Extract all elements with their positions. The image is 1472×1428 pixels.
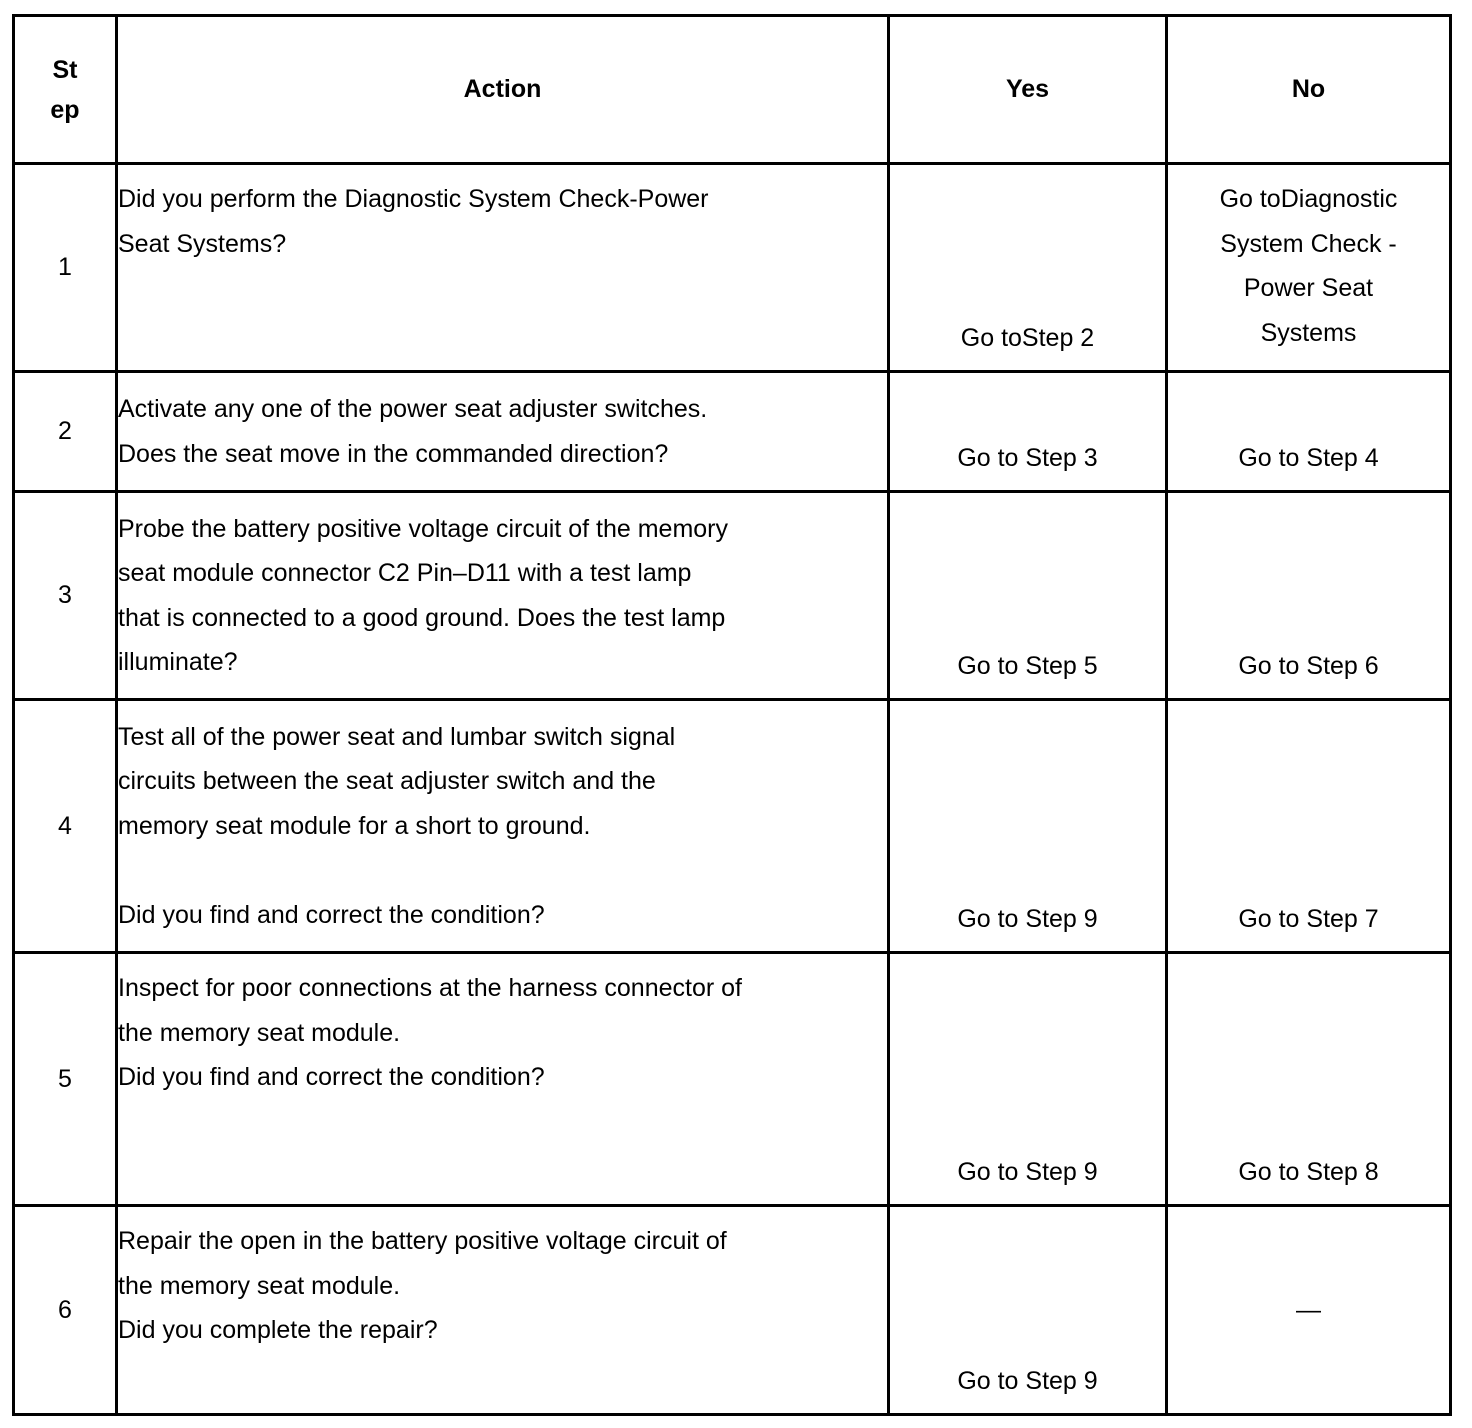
action-line: Did you perform the Diagnostic System Check-Power — [118, 185, 709, 213]
yes-cell: Go to Step 9 — [889, 953, 1167, 1206]
action-cell — [117, 164, 889, 372]
no-cell: Go to Step 6 — [1167, 492, 1451, 700]
action-line: Test all of the power seat and lumbar switch signal — [118, 722, 676, 751]
step-number: 3 — [14, 492, 117, 700]
no-line: System Check - — [1220, 229, 1397, 258]
table-row — [14, 372, 1451, 492]
action-line: the memory seat module. — [118, 1018, 401, 1047]
action-line: memory seat module for a short to ground. — [118, 811, 591, 840]
no-cell: Go to Step 8 — [1167, 953, 1451, 1206]
table-row — [14, 700, 1451, 953]
step-number: 6 — [14, 1206, 117, 1415]
table-row — [14, 953, 1451, 1206]
yes-cell: Go to Step 9 — [889, 1206, 1167, 1415]
yes-cell: Go to Step 9 — [889, 700, 1167, 953]
action-line: that is connected to a good ground. Does the test lamp — [118, 603, 726, 632]
table-row — [14, 164, 1451, 372]
no-cell: — — [1167, 1206, 1451, 1415]
no-line: Go toDiagnostic — [1219, 185, 1398, 213]
header-step-line1: St — [52, 55, 78, 84]
action-line: circuits between the seat adjuster switch and the — [118, 767, 656, 796]
step-number: 4 — [14, 700, 117, 953]
action-line: Did you complete the repair? — [118, 1316, 438, 1344]
no-cell: Go to Step 7 — [1167, 700, 1451, 953]
header-yes: Yes — [889, 16, 1167, 164]
action-line: seat module connector C2 Pin–D11 with a test lamp — [118, 559, 692, 587]
action-line: Inspect for poor connections at the harness connector of — [118, 974, 742, 1002]
step-number: 1 — [14, 164, 117, 372]
action-cell — [117, 492, 889, 700]
table-row — [14, 1206, 1451, 1415]
action-line: Did you find and correct the condition? — [118, 900, 545, 929]
no-line: Power Seat — [1243, 274, 1374, 302]
step-number: 2 — [14, 372, 117, 492]
action-line: Probe the battery positive voltage circuit of the memory — [118, 514, 729, 543]
no-cell: Go to Step 4 — [1167, 372, 1451, 492]
no-cell — [1167, 164, 1451, 372]
action-cell — [117, 1206, 889, 1415]
action-cell — [117, 372, 889, 492]
action-line: Seat Systems? — [118, 229, 287, 258]
action-cell — [117, 700, 889, 953]
yes-cell: Go to Step 5 — [889, 492, 1167, 700]
step-number: 5 — [14, 953, 117, 1206]
header-step-line2: ep — [50, 95, 80, 124]
diagnostic-table — [12, 14, 1452, 1416]
header-no: No — [1167, 16, 1451, 164]
action-line: illuminate? — [118, 648, 238, 676]
yes-cell: Go to Step 3 — [889, 372, 1167, 492]
no-line: Systems — [1260, 318, 1357, 347]
yes-cell: Go toStep 2 — [889, 164, 1167, 372]
action-line: Did you find and correct the condition? — [118, 1063, 545, 1091]
header-row — [14, 16, 1451, 164]
action-line: Repair the open in the battery positive voltage circuit of — [118, 1227, 727, 1255]
action-line: the memory seat module. — [118, 1271, 401, 1300]
action-line: Activate any one of the power seat adjuster switches. — [118, 395, 708, 423]
header-step — [14, 16, 117, 164]
action-spacer — [118, 848, 887, 893]
header-action: Action — [117, 16, 889, 164]
action-line: Does the seat move in the commanded direction? — [118, 439, 669, 468]
table-row — [14, 492, 1451, 700]
action-cell — [117, 953, 889, 1206]
